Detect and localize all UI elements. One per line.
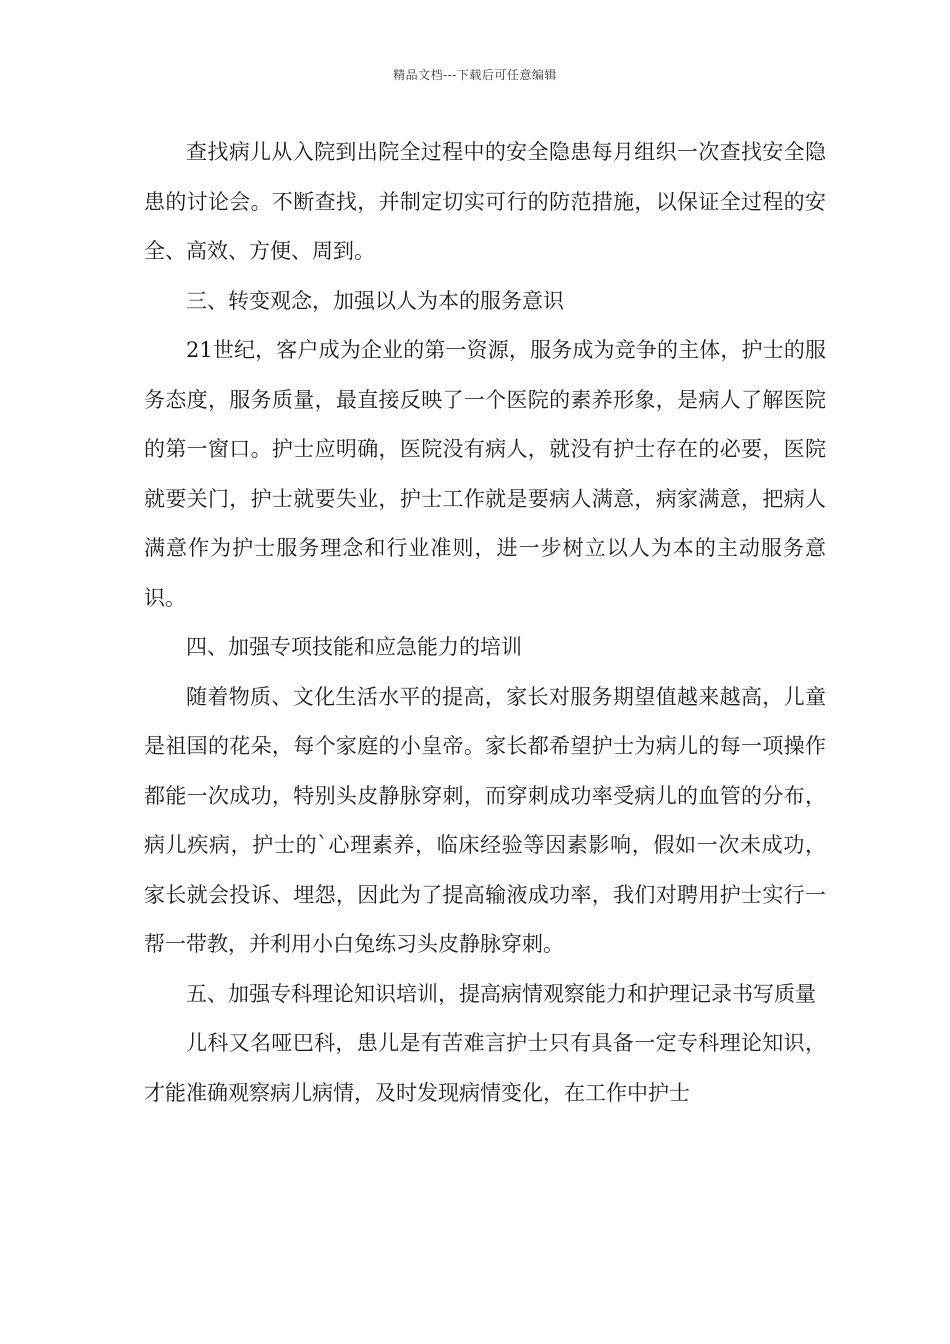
- paragraph-safety-review: 查找病儿从入院到出院全过程中的安全隐患每月组织一次查找安全隐患的讨论会。不断查找，并制定切实可行的防范措施，以保证全过程的安全、高效、方便、周到。: [144, 140, 826, 263]
- section-heading-4: 四、加强专项技能和应急能力的培训: [186, 635, 522, 659]
- document-body: [144, 128, 826, 1118]
- paragraph-skills-training: 随着物质、文化生活水平的提高，家长对服务期望值越来越高，儿童是祖国的花朵，每个家庭的小皇帝。家长都希望护士为病儿的每一项操作都能一次成功，特别头皮静脉穿刺，而穿刺成功率受病儿的血管的分布，病儿疾病，护士的`心理素养，临床经验等因素影响，假如一次未成功，家长就会投诉、埋怨，因此为了提高输液成功率，我们对聘用护士实行一帮一带教，并利用小白兔练习头皮静脉穿刺。: [144, 684, 826, 956]
- section-heading-5: 五、加强专科理论知识培训，提高病情观察能力和护理记录书写质量: [186, 981, 816, 1006]
- paragraph-pediatric-knowledge: 儿科又名哑巴科，患儿是有苦难言护士只有具备一定专科理论知识，才能准确观察病儿病情，及时发现病情变化，在工作中护士: [144, 1031, 826, 1105]
- section-heading-3: 三、转变观念，加强以人为本的服务意识: [186, 288, 564, 313]
- page-header: 精品文档---下载后可任意编辑: [393, 68, 557, 82]
- paragraph-service-awareness: 21世纪，客户成为企业的第一资源，服务成为竞争的主体，护士的服务态度，服务质量，最直接反映了一个医院的素养形象，是病人了解医院的第一窗口。护士应明确，医院没有病人，就没有护士存在的必要，医院就要关门，护士就要失业，护士工作就是要病人满意，病家满意，把病人满意作为护士服务理念和行业准则，进一步树立以人为本的主动服务意识。: [144, 338, 826, 610]
